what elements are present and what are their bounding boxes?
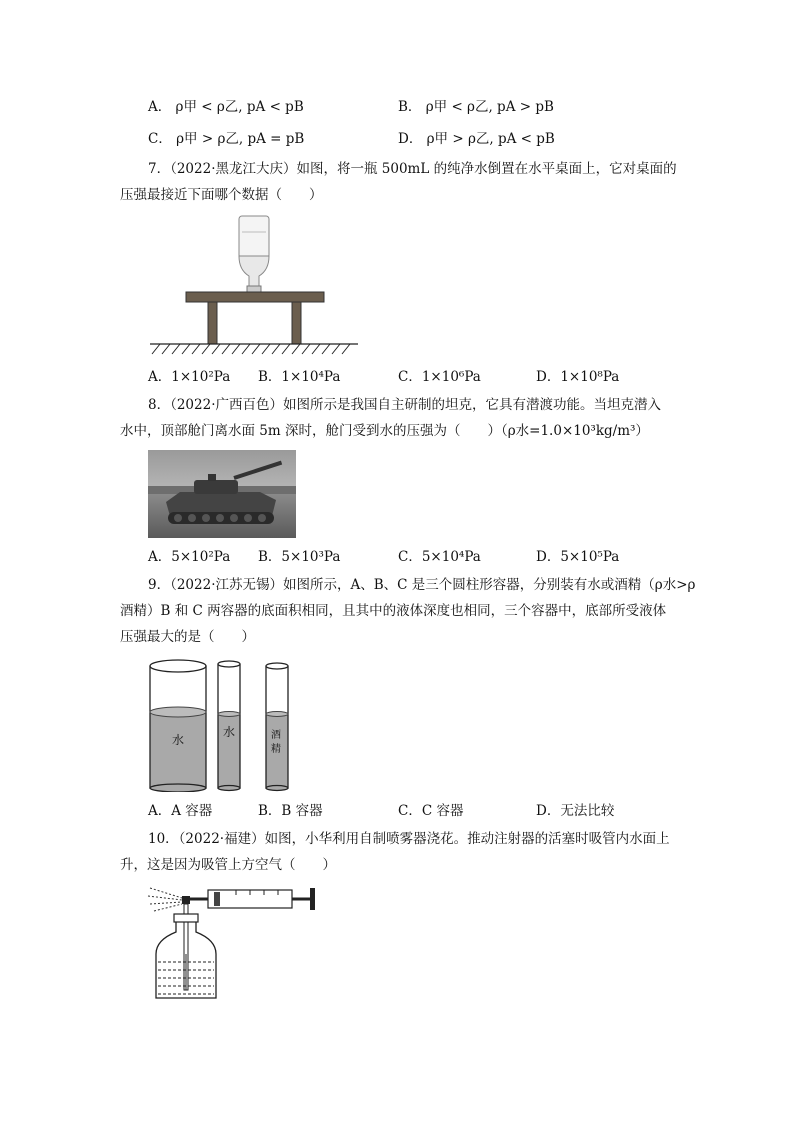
- q6-option-a: A． ρ甲 < ρ乙, pA < pB: [148, 99, 304, 115]
- label-container-b-water: 水: [223, 725, 236, 739]
- label-container-a-water: 水: [172, 733, 185, 747]
- q8-stem-line1: 8．（2022·广西百色）如图所示是我国自主研制的坦克，它具有潜渡功能。当坦克潜入: [148, 397, 661, 413]
- q8-stem-line2: 水中，顶部舱门离水面 5m 深时，舱门受到水的压强为（ ）（ρ水=1.0×10³kg/m³）: [120, 423, 649, 439]
- tank-photo: [148, 450, 296, 538]
- q7-option-c: C．1×10⁶Pa: [398, 369, 481, 385]
- label-container-c-alcohol-1: 酒: [271, 730, 281, 741]
- q7-option-d: D．1×10⁸Pa: [536, 369, 620, 385]
- q6-option-d: D． ρ甲 > ρ乙, pA < pB: [398, 131, 555, 147]
- q9-option-d: D．无法比较: [536, 803, 615, 819]
- q7-bottle-table-figure: [146, 212, 362, 358]
- q7-option-a: A．1×10²Pa: [148, 369, 231, 385]
- q6-option-c: C． ρ甲 > ρ乙, pA = pB: [148, 131, 305, 147]
- label-container-c-alcohol-2: 精: [271, 744, 281, 755]
- q10-stem-line1: 10．（2022·福建）如图，小华利用自制喷雾器浇花。推动注射器的活塞时吸管内水面上: [148, 831, 670, 847]
- q7-stem-line2: 压强最接近下面哪个数据（ ）: [120, 187, 323, 203]
- q9-stem-line2: 酒精）B 和 C 两容器的底面积相同，且其中的液体深度也相同，三个容器中，底部所受液体: [120, 603, 667, 619]
- q8-option-b: B．5×10³Pa: [258, 549, 341, 565]
- q9-containers-figure: [146, 656, 306, 792]
- q9-stem-line1: 9．（2022·江苏无锡）如图所示，A、B、C 是三个圆柱形容器，分别装有水或酒精（ρ水>ρ: [148, 577, 696, 593]
- q7-stem-line1: 7．（2022·黑龙江大庆）如图，将一瓶 500mL 的纯净水倒置在水平桌面上，它对桌面的: [148, 161, 677, 177]
- q9-option-a: A．A 容器: [148, 803, 213, 819]
- q8-option-d: D．5×10⁵Pa: [536, 549, 620, 565]
- q7-option-b: B．1×10⁴Pa: [258, 369, 341, 385]
- q8-option-a: A．5×10²Pa: [148, 549, 231, 565]
- q9-stem-line3: 压强最大的是（ ）: [120, 629, 255, 645]
- q9-option-b: B．B 容器: [258, 803, 323, 819]
- q9-option-c: C．C 容器: [398, 803, 464, 819]
- q6-option-b: B． ρ甲 < ρ乙, pA > pB: [398, 99, 554, 115]
- q10-stem-line2: 升，这是因为吸管上方空气（ ）: [120, 857, 336, 873]
- q8-option-c: C．5×10⁴Pa: [398, 549, 481, 565]
- q10-sprayer-figure: [146, 884, 326, 1004]
